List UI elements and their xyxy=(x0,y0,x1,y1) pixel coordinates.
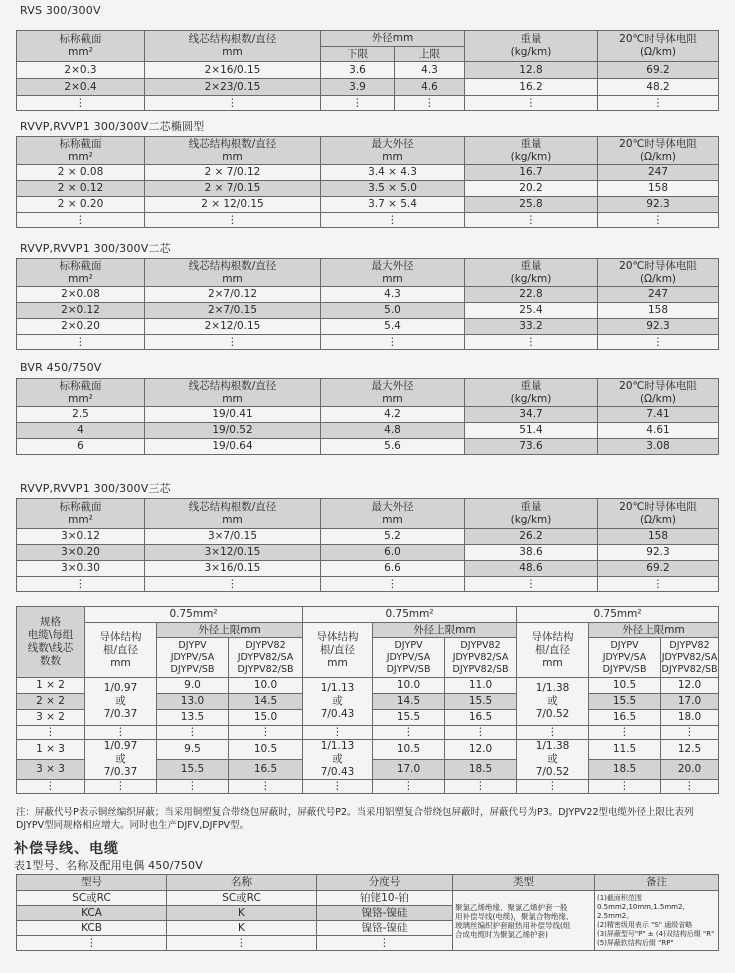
ellipsis-row: ⋮ ⋮ ⋮ ⋮ ⋮ xyxy=(17,577,719,592)
table-row: SC或RC SC或RC 铂铑10-铂 聚氯乙烯绝缘、聚氯乙烯护套一般 用补偿导线(电缆)，聚氯合物绝缘、 玻璃丝编织护套耐热用补偿导线(组 合成电缆时为聚氯乙烯护套) (1)截面积范围0.5mm2,10mm,1.5mm2, 2.5mm2。 (2)精密级用表示 "S" 通级省略 (3)屏蔽型号"P" ± (4)双结构后缀 "R" (5)屏蔽软结构后缀 "RP" xyxy=(17,891,719,906)
header-resistance: 20℃时导体电阻 (Ω/km) xyxy=(598,31,719,62)
group-header-2: 0.75mm² xyxy=(303,607,517,623)
ellipsis-row: ⋮ ⋮ ⋮ ⋮ ⋮ ⋮ xyxy=(17,96,719,111)
group-header-1: 0.75mm² xyxy=(85,607,303,623)
table-row: 2 × 0.20 2 × 12/0.15 3.7 × 5.4 25.8 92.3 xyxy=(17,197,719,213)
compensation-table: 型号 名称 分度号 类型 备注 SC或RC SC或RC 铂铑10-铂 聚氯乙烯绝缘、聚氯乙烯护套一般 用补偿导线(电缆)，聚氯合物绝缘、 玻璃丝编织护套耐热用补偿导线(组 合成电缆时为聚氯乙烯护套) (1)截面积范围0.5mm2,10mm,1.5mm2, 2.5mm2。 (2)精密级用表示 "S" 通级省略 (3)屏蔽型号"P" ± (4)双结构后缀 "R" (5)屏蔽软结构后缀 "RP" KCA K 镍铬-镍硅 KCB K 镍铬-镍硅 ⋮ ⋮ ⋮ xyxy=(16,874,719,951)
table-row: 3×0.20 3×12/0.15 6.0 38.6 92.3 xyxy=(17,545,719,561)
ellipsis-row: ⋮ ⋮ ⋮ ⋮ ⋮ ⋮ ⋮ ⋮ ⋮ ⋮ xyxy=(17,780,719,794)
table-row: 2×0.3 2×16/0.15 3.6 4.3 12.8 69.2 xyxy=(17,62,719,79)
header-upper-limit: 上限 xyxy=(395,47,465,62)
bvr-caption: BVR 450/750V xyxy=(20,361,102,374)
table-row: 3×0.30 3×16/0.15 6.6 48.6 69.2 xyxy=(17,561,719,577)
header-core-structure: 线芯结构根数/直径 mm xyxy=(145,31,321,62)
table-row: 6 19/0.64 5.6 73.6 3.08 xyxy=(17,439,719,455)
rvs-caption: RVS 300/300V xyxy=(20,4,101,17)
table-row: KCB K 镍铬-镍硅 xyxy=(17,921,719,936)
table-row: KCA K 镍铬-镍硅 xyxy=(17,906,719,921)
djypv-table: 规格 电缆\每组 线数\线芯 数数 0.75mm² 0.75mm² 0.75mm² 导体结构 根/直径 mm 外径上限mm 导体结构 根/直径 mm 外径上限mm 导体结构 根/直径 mm 外径上限mm DJYPV JDYPV/SA DJYPV/SB DJYPV82 JDYPV82/SA DJYPV82/SB DJYPV JDYPV/SA DJYPV/SB DJYPV82 JDYPV82/SA DJYPV82/SB DJYPV JDYPV/SA DJYPV/SB DJYPV82 JDYPV82/SA DJYPV82/SB 1 × 2 1/0.97 或 7/0.37 9.0 10.0 1/1.13 或 7/0.43 10.0 11.0 1/1.38 或 7/0.52 10.5 12.0 2 × 2 13.0 14.5 14.5 15.5 15.5 17.0 3 × 2 13.5 15.0 15.5 16.5 16.5 18.0 ⋮ ⋮ ⋮ ⋮ ⋮ ⋮ ⋮ ⋮ ⋮ ⋮ 1 × 3 1/0.97 或 7/0.37 9.5 10.5 1/1.13 或 7/0.43 10.5 12.0 1/1.38 或 7/0.52 11.5 12.5 3 × 3 15.5 16.5 17.0 18.5 18.5 20.0 ⋮ ⋮ ⋮ ⋮ ⋮ ⋮ ⋮ ⋮ ⋮ ⋮ xyxy=(16,606,719,794)
table-row: 1 × 3 1/0.97 或 7/0.37 9.5 10.5 1/1.13 或 7/0.43 10.5 12.0 1/1.38 或 7/0.52 11.5 12.5 xyxy=(17,740,719,760)
rvvp-oval-caption: RVVP,RVVP1 300/300V二芯椭圆型 xyxy=(20,120,205,133)
table-row: 2×0.4 2×23/0.15 3.9 4.6 16.2 48.2 xyxy=(17,79,719,96)
group-header-3: 0.75mm² xyxy=(517,607,719,623)
ellipsis-row: ⋮ ⋮ ⋮ ⋮ ⋮ ⋮ ⋮ ⋮ ⋮ ⋮ xyxy=(17,726,719,740)
section-title: 补偿导线、电缆 xyxy=(14,841,119,857)
spec-header: 规格 电缆\每组 线数\线芯 数数 xyxy=(17,607,85,678)
table-row: 2×0.12 2×7/0.15 5.0 25.4 158 xyxy=(17,303,719,319)
header-weight: 重量 (kg/km) xyxy=(465,31,598,62)
rvvp-three-core-table: 标称截面 mm² 线芯结构根数/直径 mm 最大外径 mm 重量 (kg/km) 20℃时导体电阻 (Ω/km) 3×0.12 3×7/0.15 5.2 26.2 158 3×0.20 3×12/0.15 6.0 38.6 92.3 3×0.30 3×16/0.15 6.6 48.6 69.2 ⋮ ⋮ ⋮ ⋮ ⋮ xyxy=(16,498,719,592)
rvvp-oval-table: 标称截面 mm² 线芯结构根数/直径 mm 最大外径 mm 重量 (kg/km) 20℃时导体电阻 (Ω/km) 2 × 0.08 2 × 7/0.12 3.4 × 4.3 16.7 247 2 × 0.12 2 × 7/0.15 3.5 × 5.0 20.2 158 2 × 0.20 2 × 12/0.15 3.7 × 5.4 25.8 92.3 ⋮ ⋮ ⋮ ⋮ ⋮ xyxy=(16,136,719,228)
rvvp-three-core-caption: RVVP,RVVP1 300/300V三芯 xyxy=(20,482,171,495)
footnote: 注：屏蔽代号P表示铜丝编织屏蔽；当采用铜塑复合带绕包屏蔽时，屏蔽代号P2。当采用铝塑复合带绕包屏蔽时，屏蔽代号为P3。DJYPV22型电缆外径上限比表列DJYPV型同规格相应增大。同时也生产DJFV,DJFPV型。 xyxy=(16,807,694,831)
compensation-table-caption: 表1型号、名称及配用电偶 450/750V xyxy=(14,859,203,872)
table-row: 3×0.12 3×7/0.15 5.2 26.2 158 xyxy=(17,529,719,545)
table-row: 2 × 0.08 2 × 7/0.12 3.4 × 4.3 16.7 247 xyxy=(17,165,719,181)
ellipsis-row: ⋮ ⋮ ⋮ ⋮ ⋮ xyxy=(17,213,719,228)
bvr-table: 标称截面 mm² 线芯结构根数/直径 mm 最大外径 mm 重量 (kg/km) 20℃时导体电阻 (Ω/km) 2.5 19/0.41 4.2 34.7 7.41 4 19/0.52 4.8 51.4 4.61 6 19/0.64 5.6 73.6 3.08 xyxy=(16,378,719,455)
rvs-table xyxy=(16,30,719,111)
table-row: 2 × 2 13.0 14.5 14.5 15.5 15.5 17.0 xyxy=(17,694,719,710)
header-lower-limit: 下限 xyxy=(321,47,395,62)
table-row: 2×0.20 2×12/0.15 5.4 33.2 92.3 xyxy=(17,319,719,335)
ellipsis-row: ⋮ ⋮ ⋮ xyxy=(17,936,719,951)
table-row: 3 × 3 15.5 16.5 17.0 18.5 18.5 20.0 xyxy=(17,760,719,780)
header-cross-section: 标称截面 mm² xyxy=(17,31,145,62)
header-outer-diameter: 外径mm xyxy=(321,31,465,47)
table-row: 2.5 19/0.41 4.2 34.7 7.41 xyxy=(17,407,719,423)
table-row: 2 × 0.12 2 × 7/0.15 3.5 × 5.0 20.2 158 xyxy=(17,181,719,197)
table-row: 2×0.08 2×7/0.12 4.3 22.8 247 xyxy=(17,287,719,303)
table-row: 3 × 2 13.5 15.0 15.5 16.5 16.5 18.0 xyxy=(17,710,719,726)
rvvp-two-core-table: 标称截面 mm² 线芯结构根数/直径 mm 最大外径 mm 重量 (kg/km) 20℃时导体电阻 (Ω/km) 2×0.08 2×7/0.12 4.3 22.8 247 2×0.12 2×7/0.15 5.0 25.4 158 2×0.20 2×12/0.15 5.4 33.2 92.3 ⋮ ⋮ ⋮ ⋮ ⋮ xyxy=(16,258,719,350)
ellipsis-row: ⋮ ⋮ ⋮ ⋮ ⋮ xyxy=(17,335,719,350)
rvvp-two-core-caption: RVVP,RVVP1 300/300V二芯 xyxy=(20,242,171,255)
table-row: 1 × 2 1/0.97 或 7/0.37 9.0 10.0 1/1.13 或 7/0.43 10.0 11.0 1/1.38 或 7/0.52 10.5 12.0 xyxy=(17,678,719,694)
table-row: 4 19/0.52 4.8 51.4 4.61 xyxy=(17,423,719,439)
